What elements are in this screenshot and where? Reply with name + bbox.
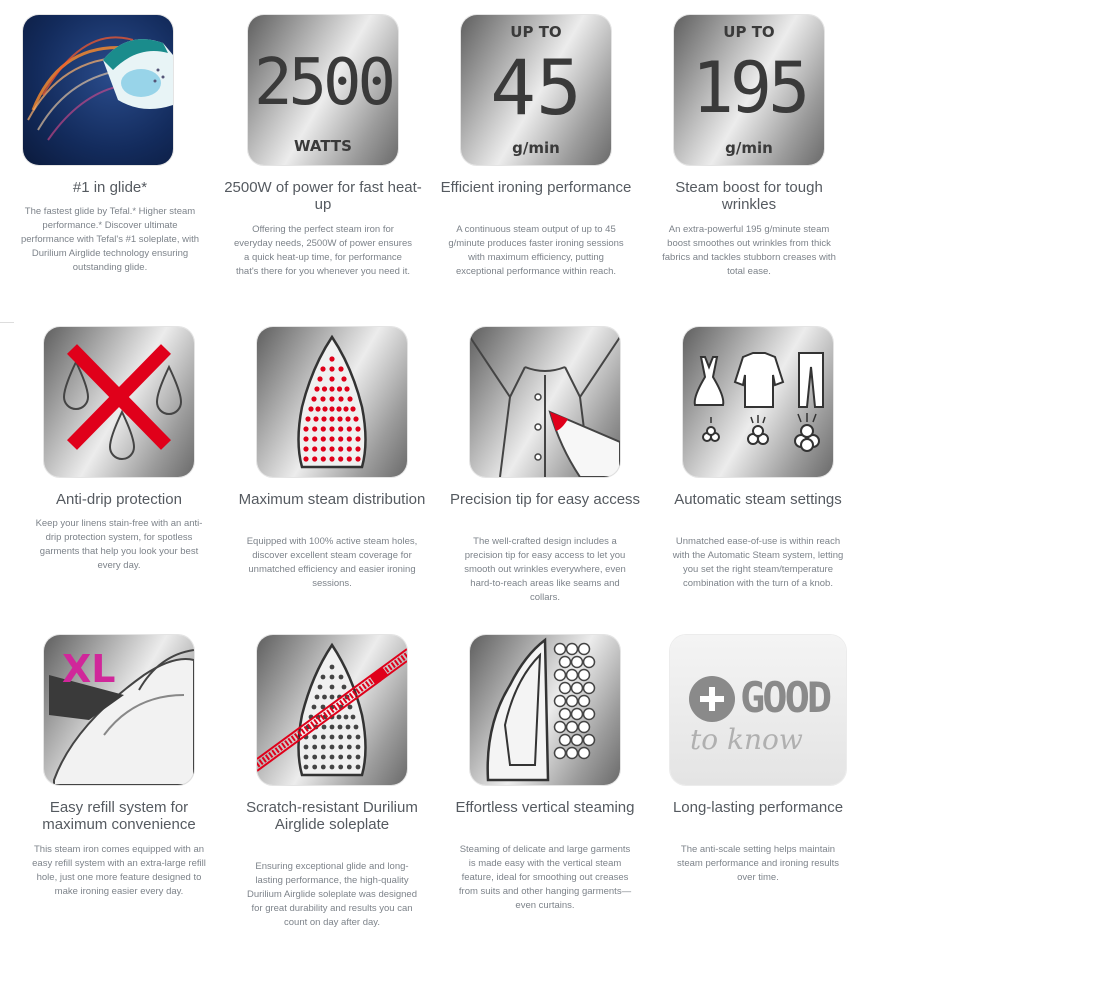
steam-hole	[337, 715, 342, 720]
steam-hole	[329, 416, 334, 421]
steam-puff	[555, 722, 566, 733]
steam-hole	[356, 755, 361, 760]
steam-puff	[555, 644, 566, 655]
steam-hole	[315, 695, 320, 700]
xl-refill-tile	[44, 635, 194, 785]
steam-hole	[347, 396, 352, 401]
steam-hole	[351, 715, 356, 720]
steam-hole	[321, 416, 326, 421]
steam-puff	[567, 696, 578, 707]
steam-hole	[312, 755, 317, 760]
feature-desc: A continuous steam output of up to 45 g/minute produces faster ironing sessions with maximum efficiency, putting exceptional performance within reach.	[448, 224, 624, 277]
steam-hole	[339, 675, 344, 680]
steam-hole	[342, 685, 347, 690]
steam-hole	[312, 735, 317, 740]
steam-hole	[329, 396, 334, 401]
steam-hole	[318, 685, 323, 690]
steam-hole	[312, 436, 317, 441]
steam-hole	[338, 366, 343, 371]
steam-hole	[338, 426, 343, 431]
feature-desc: Equipped with 100% active steam holes, discover excellent steam coverage for unmatched efficiency and easier ironing sessions.	[246, 536, 418, 589]
steam-hole	[338, 436, 343, 441]
steam-hole	[341, 376, 346, 381]
steam-hole	[308, 406, 313, 411]
steam-puff	[584, 657, 595, 668]
steam-hole	[330, 685, 335, 690]
steam-puff	[555, 748, 566, 759]
steam-hole	[356, 765, 361, 770]
divider	[0, 322, 14, 323]
steam-puff	[560, 657, 571, 668]
steam-hole	[346, 725, 351, 730]
iron-glide-icon	[23, 15, 173, 165]
steam-hole	[322, 695, 327, 700]
steam-hole	[312, 765, 317, 770]
steam-hole	[303, 456, 308, 461]
steam-puff	[572, 683, 583, 694]
steam-hole	[314, 386, 319, 391]
steam-hole	[355, 446, 360, 451]
vertical-steam-icon	[470, 635, 620, 785]
steam-hole	[329, 446, 334, 451]
steam-hole	[304, 765, 309, 770]
steam-puff	[567, 670, 578, 681]
power-value: 2500	[253, 46, 393, 120]
feature-title: Effortless vertical steaming	[455, 799, 635, 816]
steam-puff	[560, 735, 571, 746]
feature-title: Steam boost for tough wrinkles	[675, 179, 823, 213]
good-to-know-tile	[670, 635, 846, 785]
steam-hole	[356, 735, 361, 740]
steam-hole	[353, 416, 358, 421]
steam-hole	[329, 376, 334, 381]
steam-hole	[347, 446, 352, 451]
steam-hole	[329, 366, 334, 371]
steam-distribution-tile	[257, 327, 407, 477]
precision-tip-icon	[470, 327, 620, 477]
steam-puff	[567, 644, 578, 655]
feature-desc: Steaming of delicate and large garments is made easy with the vertical steam feature, ideal for smoothing out creases from suits and other hanging garments—even curtains.	[458, 844, 632, 911]
steam-hole	[347, 436, 352, 441]
steam-output-prefix: UP TO	[510, 23, 562, 41]
steam-hole	[348, 705, 353, 710]
feature-title: Anti-drip protection	[56, 491, 182, 508]
feature-desc: Ensuring exceptional glide and long-lasting performance, the high-quality Durilium Airglide soleplate was designed for great durability and results you can count on day after day.	[246, 861, 418, 928]
steam-puff	[555, 696, 566, 707]
steam-puff	[572, 657, 583, 668]
steam-hole	[329, 386, 334, 391]
feature-title: Easy refill system for maximum convenience	[42, 799, 196, 833]
steam-hole	[321, 765, 326, 770]
steam-hole	[305, 416, 310, 421]
feature-desc: This steam iron comes equipped with an easy refill system with an extra-large refill hole, just one more feature designed to make ironing easier every day.	[32, 844, 206, 897]
steam-hole	[321, 436, 326, 441]
steam-hole	[338, 446, 343, 451]
steam-hole	[329, 436, 334, 441]
steam-hole	[303, 426, 308, 431]
vertical-steam-tile	[470, 635, 620, 785]
feature-desc: Keep your linens stain-free with an anti-drip protection system, for spotless garments that help you look your best every day.	[35, 518, 203, 571]
steam-hole	[338, 755, 343, 760]
steam-hole	[322, 725, 327, 730]
steam-hole	[312, 705, 317, 710]
steam-hole	[312, 446, 317, 451]
steam-hole	[312, 456, 317, 461]
steam-puff	[584, 735, 595, 746]
feature-title: Efficient ironing performance	[440, 179, 632, 196]
steam-hole	[304, 745, 309, 750]
steam-hole	[336, 406, 341, 411]
steam-hole	[330, 765, 335, 770]
power-tile	[248, 15, 398, 165]
steam-puff	[579, 696, 590, 707]
steam-puff	[584, 709, 595, 720]
steam-hole	[330, 675, 335, 680]
steam-hole	[320, 396, 325, 401]
steam-hole	[303, 446, 308, 451]
steam-hole	[329, 356, 334, 361]
steam-hole	[329, 406, 334, 411]
steam-hole	[347, 745, 352, 750]
steam-hole	[330, 695, 335, 700]
feature-desc: The anti-scale setting helps maintain steam performance and ironing results over time.	[676, 844, 840, 883]
steam-hole	[317, 376, 322, 381]
feature-desc: The well-crafted design includes a precision tip for easy access to let you smooth out wrinkles everywhere, even hard-to-reach areas like seams and collars.	[464, 536, 626, 603]
steam-hole	[347, 426, 352, 431]
steam-hole	[311, 396, 316, 401]
steam-hole	[322, 386, 327, 391]
steam-boost-tile	[674, 15, 824, 165]
steam-puff	[560, 683, 571, 694]
steam-hole	[321, 745, 326, 750]
steam-hole	[356, 745, 361, 750]
feature-title: #1 in glide*	[72, 179, 148, 196]
steam-boost-value: 195	[691, 47, 807, 129]
steam-output-tile	[461, 15, 611, 165]
steam-hole	[329, 426, 334, 431]
steam-hole	[355, 456, 360, 461]
steam-puff	[579, 670, 590, 681]
steam-puff	[579, 748, 590, 759]
steam-hole	[330, 745, 335, 750]
feature-desc: Offering the perfect steam iron for everyday needs, 2500W of power ensures a quick heat-up time, for performance that's there for you whenever you need it.	[234, 224, 412, 277]
steam-hole	[312, 745, 317, 750]
auto-steam-tile	[683, 327, 833, 477]
feature-desc: The fastest glide by Tefal.* Higher steam performance.* Discover ultimate performance with Tefal's #1 soleplate, with Durilium Airglide technology ensuring outstanding glide.	[20, 206, 199, 273]
steam-boost-prefix: UP TO	[723, 23, 775, 41]
steam-hole	[354, 725, 359, 730]
steam-puff	[584, 683, 595, 694]
auto-steam-icon	[683, 327, 833, 477]
steam-hole	[338, 735, 343, 740]
steam-hole	[347, 456, 352, 461]
feature-title: Automatic steam settings	[674, 491, 842, 508]
steam-hole	[330, 755, 335, 760]
feature-title: Precision tip for easy access	[449, 491, 641, 508]
steam-hole	[350, 406, 355, 411]
steam-hole	[338, 745, 343, 750]
precision-tip-tile	[470, 327, 620, 477]
steam-hole	[321, 735, 326, 740]
steam-hole	[338, 456, 343, 461]
scratch-resistant-tile	[257, 635, 407, 785]
steam-hole	[338, 725, 343, 730]
steam-puff	[567, 748, 578, 759]
feature-desc: An extra-powerful 195 g/minute steam boost smoothes out wrinkles from thick fabrics and tackles stubborn creases with total ease.	[662, 224, 836, 277]
steam-hole	[347, 765, 352, 770]
feature-desc: Unmatched ease-of-use is within reach with the Automatic Steam system, letting you set the right steam/temperature combination with the turn of a knob.	[672, 536, 844, 589]
steam-puff	[579, 722, 590, 733]
steam-hole	[344, 715, 349, 720]
feature-title: Scratch-resistant Durilium Airglide soleplate	[246, 799, 418, 833]
steam-hole	[347, 735, 352, 740]
xl-badge: XL	[62, 647, 116, 691]
good-label: GOOD	[740, 673, 830, 722]
soleplate-steam-holes-icon	[257, 327, 407, 477]
anti-drip-tile	[44, 327, 194, 477]
steam-hole	[355, 436, 360, 441]
steam-hole	[304, 755, 309, 760]
steam-hole	[338, 396, 343, 401]
steam-hole	[321, 426, 326, 431]
feature-title: 2500W of power for fast heat-up	[224, 179, 422, 213]
steam-hole	[320, 366, 325, 371]
steam-puff	[567, 722, 578, 733]
steam-hole	[321, 456, 326, 461]
steam-hole	[321, 446, 326, 451]
steam-hole	[321, 755, 326, 760]
steam-boost-unit: g/min	[725, 139, 773, 157]
glide-tile	[23, 15, 173, 165]
steam-hole	[338, 765, 343, 770]
steam-hole	[344, 386, 349, 391]
steam-hole	[347, 755, 352, 760]
scratch-resistant-soleplate-icon	[257, 635, 407, 785]
steam-hole	[330, 665, 335, 670]
steam-hole	[313, 416, 318, 421]
anti-drip-icon	[44, 327, 194, 477]
steam-hole	[315, 406, 320, 411]
steam-hole	[303, 436, 308, 441]
steam-hole	[321, 675, 326, 680]
steam-puff	[572, 735, 583, 746]
steam-hole	[337, 386, 342, 391]
steam-hole	[322, 406, 327, 411]
steam-hole	[330, 725, 335, 730]
steam-puff	[579, 644, 590, 655]
steam-puff	[560, 709, 571, 720]
steam-hole	[343, 406, 348, 411]
steam-hole	[312, 426, 317, 431]
steam-output-unit: g/min	[512, 139, 560, 157]
steam-hole	[329, 456, 334, 461]
steam-puff	[572, 709, 583, 720]
steam-hole	[355, 426, 360, 431]
steam-hole	[337, 416, 342, 421]
steam-hole	[330, 735, 335, 740]
steam-puff	[555, 670, 566, 681]
feature-title: Maximum steam distribution	[238, 491, 426, 508]
power-unit: WATTS	[294, 137, 352, 155]
steam-output-value: 45	[490, 43, 582, 132]
to-know-label: to know	[690, 723, 803, 756]
feature-title: Long-lasting performance	[672, 799, 844, 816]
steam-hole	[345, 416, 350, 421]
